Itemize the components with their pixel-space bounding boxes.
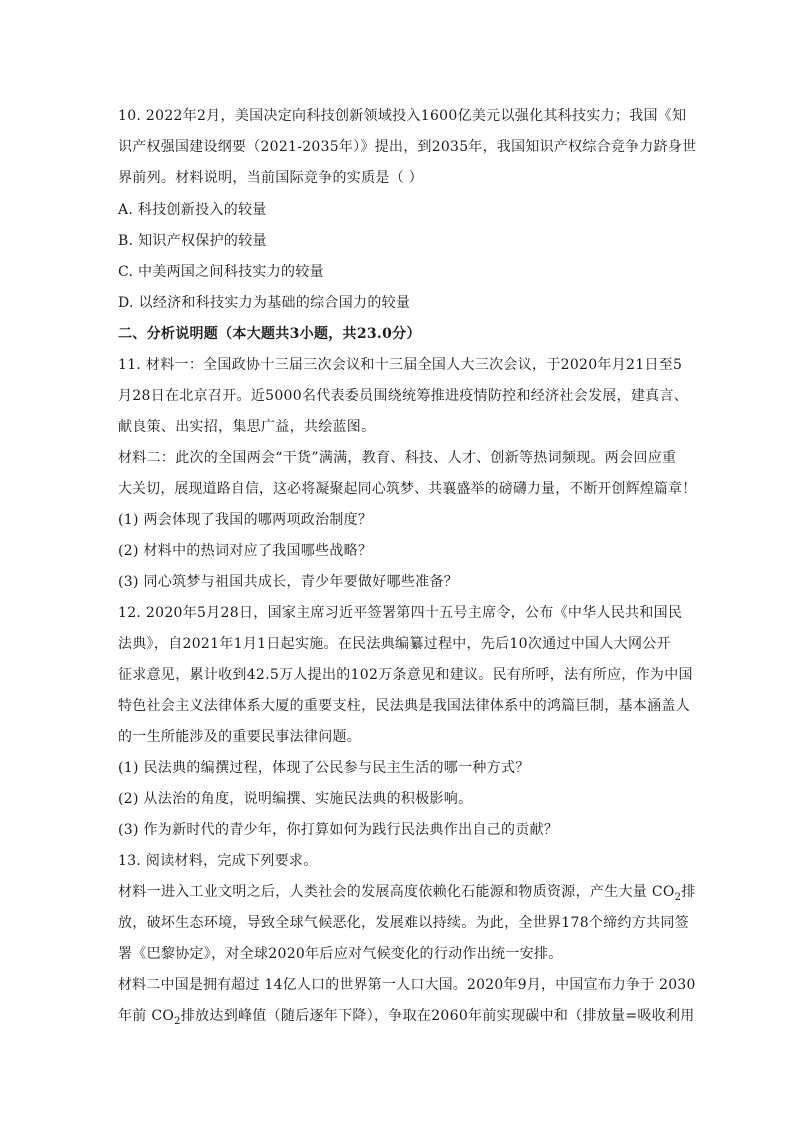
co2-subscript: 2 [674, 891, 682, 903]
q11-sub-3: (3) 同心筑梦与祖国共成长，青少年要做好哪些准备？ [118, 574, 459, 590]
q10-line-2: 识产权强国建设纲要（2021-2035年）》提出，到2035年，我国知识产权综合竞争力跻身世 [118, 139, 697, 155]
q13-m1-text: 材料一进入工业文明之后，人类社会的发展高度依赖化石能源和物质资源，产生大量 CO [118, 884, 675, 900]
q12-line-3: 征求意见，累计收到42.5万人提出的102万条意见和建议。民有所呼，法有所应，作为中国 [118, 667, 693, 683]
q13-m2-text: 年前 CO [118, 1008, 175, 1024]
q12-line-1: 12. 2020年5月28日，国家主席习近平签署第四十五号主席令，公布《中华人民共和国民 [118, 605, 683, 621]
q11-line-4: 材料二：此次的全国两会“干货”满满，教育、科技、人才、创新等热词频现。两会回应重 [118, 450, 677, 466]
q13-m1-text-end: 排 [681, 884, 696, 900]
q13-m2-text-end: 排放达到峰值（随后逐年下降），争取在2060年前实现碳中和（排放量=吸收利用 [180, 1008, 695, 1024]
q10-option-d: D. 以经济和科技实力为基础的综合国力的较量 [118, 295, 411, 311]
q12-sub-1: (1) 民法典的编撰过程，体现了公民参与民主生活的哪一种方式？ [118, 760, 530, 776]
q13-material-1-line-2: 放，破坏生态环境，导致全球气候恶化，发展难以持续。为此，全世界178个缔约方共同签 [118, 915, 690, 931]
q13-material-2-line-1: 材料二中国是拥有超过 14亿人口的世界第一人口大国。2020年9月，中国宣布力争于 2030 [118, 977, 696, 993]
q13-material-1-line-1 [118, 882, 696, 902]
q12-line-5: 的一生所能涉及的重要民事法律问题。 [118, 729, 362, 745]
q10-line-3: 界前列。材料说明，当前国际竞争的实质是（ ） [118, 170, 424, 186]
q10-option-b: B. 知识产权保护的较量 [118, 233, 267, 249]
q12-sub-3: (3) 作为新时代的青少年，你打算如何为践行民法典作出自己的贡献？ [118, 822, 559, 838]
q11-sub-1: (1) 两会体现了我国的哪两项政治制度？ [118, 512, 373, 528]
q13-material-1-line-3: 署《巴黎协定》，对全球2020年后应对气候变化的行动作出统一安排。 [118, 946, 563, 962]
q12-sub-2: (2) 从法治的角度，说明编撰、实施民法典的积极影响。 [118, 791, 473, 807]
q11-line-2: 月28日在北京召开。近5000名代表委员围绕统筹推进疫情防控和经济社会发展，建真言、 [118, 388, 689, 404]
q11-line-1: 11. 材料一：全国政协十三届三次会议和十三届全国人大三次会议，于2020年月21日至5 [118, 357, 683, 373]
q11-line-3: 献良策、出实招，集思广益，共绘蓝图。 [118, 419, 376, 435]
q11-line-5: 大关切，展现道路自信，这必将凝聚起同心筑梦、共襄盛举的磅礴力量，不断开创辉煌篇章！ [118, 481, 697, 497]
q13-line-1: 13. 阅读材料，完成下列要求。 [118, 853, 318, 869]
section-heading: 二、分析说明题（本大题共3小题，共23.0分） [118, 326, 421, 342]
co2-subscript: 2 [174, 1015, 181, 1027]
q10-line-1: 10. 2022年2月，美国决定向科技创新领域投入1600亿美元以强化其科技实力；我国《知 [118, 108, 687, 124]
q11-sub-2: (2) 材料中的热词对应了我国哪些战略？ [118, 543, 373, 559]
q12-line-2: 法典》，自2021年1月1日起实施。在民法典编纂过程中，先后10次通过中国人大网公开 [118, 636, 671, 652]
q10-option-c: C. 中美两国之间科技实力的较量 [118, 264, 324, 280]
q13-material-2-line-2 [118, 1006, 695, 1026]
q10-option-a: A. 科技创新投入的较量 [118, 202, 267, 218]
q12-line-4: 特色社会主义法律体系大厦的重要支柱，民法典是我国法律体系中的鸿篇巨制，基本涵盖人 [118, 698, 690, 714]
